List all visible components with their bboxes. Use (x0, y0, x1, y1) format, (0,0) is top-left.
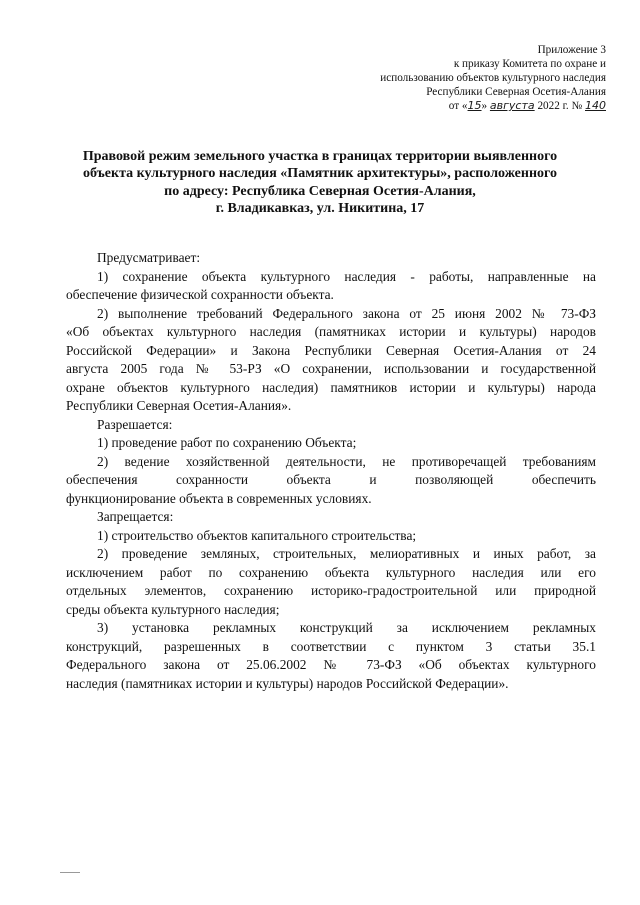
forbidden-item-1: 1) строительство объектов капитального строительства; (97, 527, 417, 543)
forbidden-item-2-line-1: 2) проведение земляных, строительных, мелиоративных и иных работ, за (97, 546, 596, 561)
forbidden-heading: Запрещается: (97, 509, 174, 524)
allowed-heading: Разрешается: (97, 416, 173, 432)
p1-line-1: 1) сохранение объекта культурного наследия - работы, направленные на (97, 268, 596, 284)
committee-line: использованию объектов культурного наследия (380, 72, 606, 84)
p2-line-3: Российской Федерации» и Закона Республики Северная Осетия-Алания от 24 (66, 342, 596, 358)
p2-line-6: Республики Северная Осетия-Алания». (66, 398, 292, 413)
date-day-handwritten: 15 (467, 99, 482, 112)
title-line-1: Правовой режим земельного участка в границах территории выявленного (82, 149, 558, 164)
date-month-handwritten: августа (489, 99, 535, 112)
title-line-3: по адресу: Республика Северная Осетия-Алания, (164, 183, 476, 199)
order-number-handwritten: 140 (585, 99, 606, 112)
order-line: к приказу Комитета по охране и (453, 58, 606, 70)
forbidden-item-3-line-1: 3) установка рекламных конструкций за исключением рекламных (97, 620, 596, 635)
date-suffix: 2022 г. № (534, 100, 583, 112)
approval-stamp (380, 43, 606, 113)
allowed-item-2-line-3: функционирование объекта в современных условиях. (66, 490, 372, 506)
forbidden-item-3-line-4: наследия (памятниках истории и культуры) народов Российской Федерации». (66, 675, 509, 691)
forbidden-item-2-line-4: среды объекта культурного наследия; (66, 601, 280, 617)
republic-line: Республики Северная Осетия-Алания (426, 86, 606, 98)
order-date-line (380, 99, 606, 113)
date-mid: » (481, 100, 488, 112)
provides-heading: Предусматривает: (97, 250, 201, 265)
p2-line-5: охране объектов культурного наследия) памятников истории и культуры) народа (66, 379, 596, 395)
forbidden-item-2-line-3: отдельных элементов, сохранению историко-градостроительной или природной (66, 583, 596, 598)
p1-line-2: обеспечение физической сохранности объекта. (66, 287, 334, 302)
p2-line-4: августа 2005 года № 53-РЗ «О сохранении, использовании и государственной (66, 361, 596, 376)
forbidden-item-3-line-2: конструкций, разрешенных в соответствии с пунктом 3 статьи 35.1 (66, 638, 596, 654)
document-body (66, 249, 596, 693)
p2-line-1: 2) выполнение требований Федерального закона от 25 июня 2002 № 73-ФЗ (97, 305, 596, 321)
document-title (40, 148, 600, 218)
scan-artifact-mark (60, 872, 80, 873)
p2-line-2: «Об объектах культурного наследия (памятниках истории и культуры) народов (66, 324, 596, 339)
date-prefix: от « (448, 100, 468, 112)
title-line-4: г. Владикавказ, ул. Никитина, 17 (215, 201, 425, 217)
forbidden-item-3-line-3: Федерального закона от 25.06.2002 № 73-ФЗ «Об объектах культурного (66, 657, 596, 672)
appendix-label: Приложение 3 (537, 44, 606, 56)
title-line-2: объекта культурного наследия «Памятник архитектуры», расположенного (82, 166, 558, 182)
forbidden-item-2-line-2: исключением работ по сохранению объекта культурного наследия или его (66, 564, 596, 580)
allowed-item-2-line-2: обеспечения сохранности объекта и позволяющей обеспечить (66, 472, 596, 487)
allowed-item-1: 1) проведение работ по сохранению Объекта; (97, 435, 357, 450)
allowed-item-2-line-1: 2) ведение хозяйственной деятельности, не противоречащей требованиям (97, 453, 596, 469)
